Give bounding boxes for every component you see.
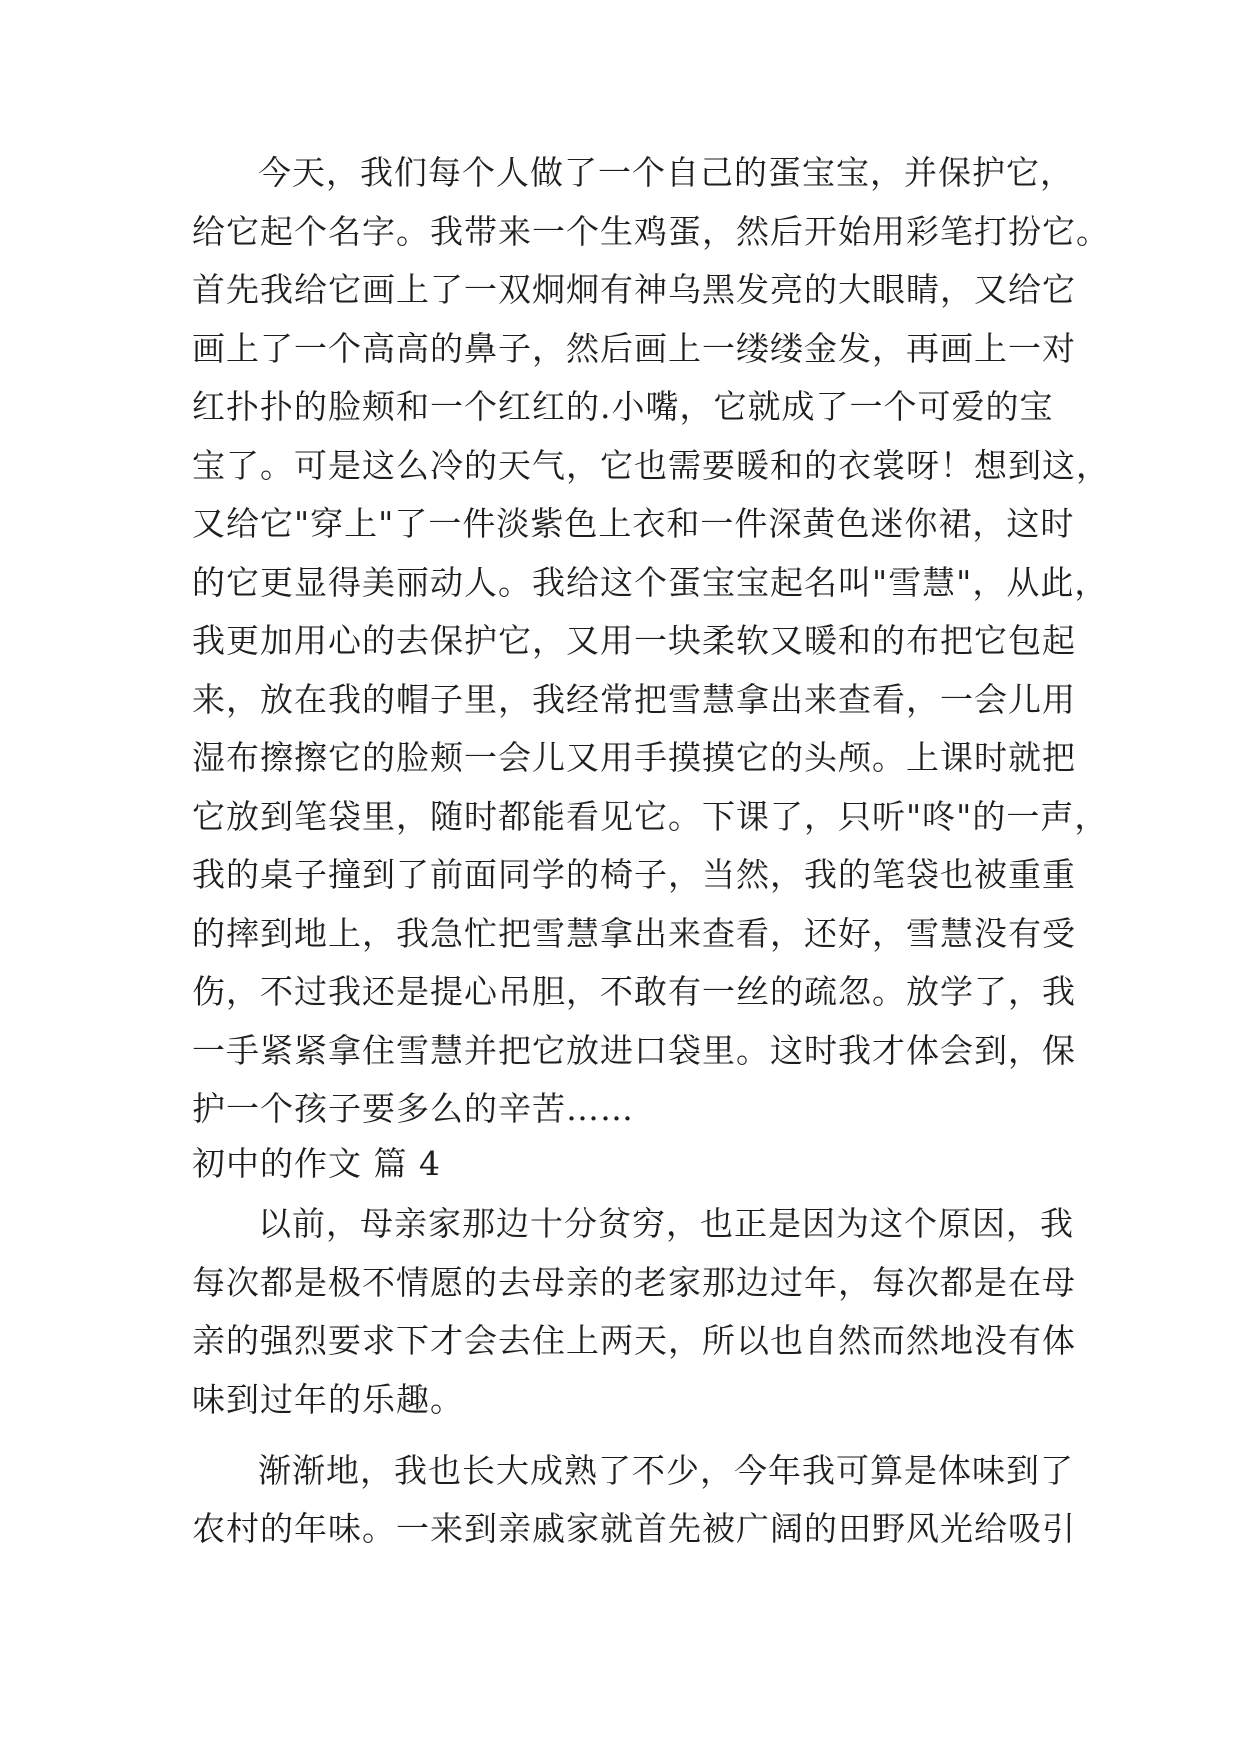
section-heading: 初中的作文 篇 4 xyxy=(192,1144,441,1183)
paragraph-1-line-6: 宝了。可是这么冷的天气，它也需要暖和的衣裳呀！想到这， xyxy=(192,446,1110,485)
paragraph-1-line-2: 给它起个名字。我带来一个生鸡蛋，然后开始用彩笔打扮它。 xyxy=(192,212,1110,251)
paragraph-2-line-1: 以前，母亲家那边十分贫穷，也正是因为这个原因，我 xyxy=(258,1204,1074,1243)
paragraph-1-line-1: 今天，我们每个人做了一个自己的蛋宝宝，并保护它， xyxy=(258,153,1074,192)
paragraph-1-line-12: 它放到笔袋里，随时都能看见它。下课了，只听"咚"的一声， xyxy=(192,797,1109,836)
paragraph-2-line-4: 味到过年的乐趣。 xyxy=(192,1380,464,1419)
paragraph-1-line-3: 首先我给它画上了一双炯炯有神乌黑发亮的大眼睛，又给它 xyxy=(192,270,1076,309)
paragraph-3-line-2: 农村的年味。一来到亲戚家就首先被广阔的田野风光给吸引 xyxy=(192,1509,1076,1548)
paragraph-1-line-4: 画上了一个高高的鼻子，然后画上一缕缕金发，再画上一对 xyxy=(192,329,1076,368)
paragraph-1-line-11: 湿布擦擦它的脸颊一会儿又用手摸摸它的头颅。上课时就把 xyxy=(192,738,1076,777)
paragraph-1-line-5: 红扑扑的脸颊和一个红红的.小嘴，它就成了一个可爱的宝 xyxy=(192,387,1054,426)
paragraph-1-line-17: 护一个孩子要多么的辛苦…… xyxy=(192,1089,634,1128)
paragraph-1-line-13: 我的桌子撞到了前面同学的椅子，当然，我的笔袋也被重重 xyxy=(192,855,1076,894)
paragraph-1-line-16: 一手紧紧拿住雪慧并把它放进口袋里。这时我才体会到，保 xyxy=(192,1031,1076,1070)
paragraph-3-line-1: 渐渐地，我也长大成熟了不少，今年我可算是体味到了 xyxy=(258,1451,1074,1490)
paragraph-1-line-9: 我更加用心的去保护它，又用一块柔软又暖和的布把它包起 xyxy=(192,621,1076,660)
paragraph-1-line-10: 来，放在我的帽子里，我经常把雪慧拿出来查看，一会儿用 xyxy=(192,680,1076,719)
paragraph-1-line-15: 伤，不过我还是提心吊胆，不敢有一丝的疏忽。放学了，我 xyxy=(192,972,1076,1011)
paragraph-2-line-3: 亲的强烈要求下才会去住上两天，所以也自然而然地没有体 xyxy=(192,1321,1076,1360)
paragraph-2-line-2: 每次都是极不情愿的去母亲的老家那边过年，每次都是在母 xyxy=(192,1263,1076,1302)
paragraph-1-line-7: 又给它"穿上"了一件淡紫色上衣和一件深黄色迷你裙，这时 xyxy=(192,504,1075,543)
paragraph-1-line-8: 的它更显得美丽动人。我给这个蛋宝宝起名叫"雪慧"，从此， xyxy=(192,563,1109,602)
paragraph-1-line-14: 的摔到地上，我急忙把雪慧拿出来查看，还好，雪慧没有受 xyxy=(192,914,1076,953)
